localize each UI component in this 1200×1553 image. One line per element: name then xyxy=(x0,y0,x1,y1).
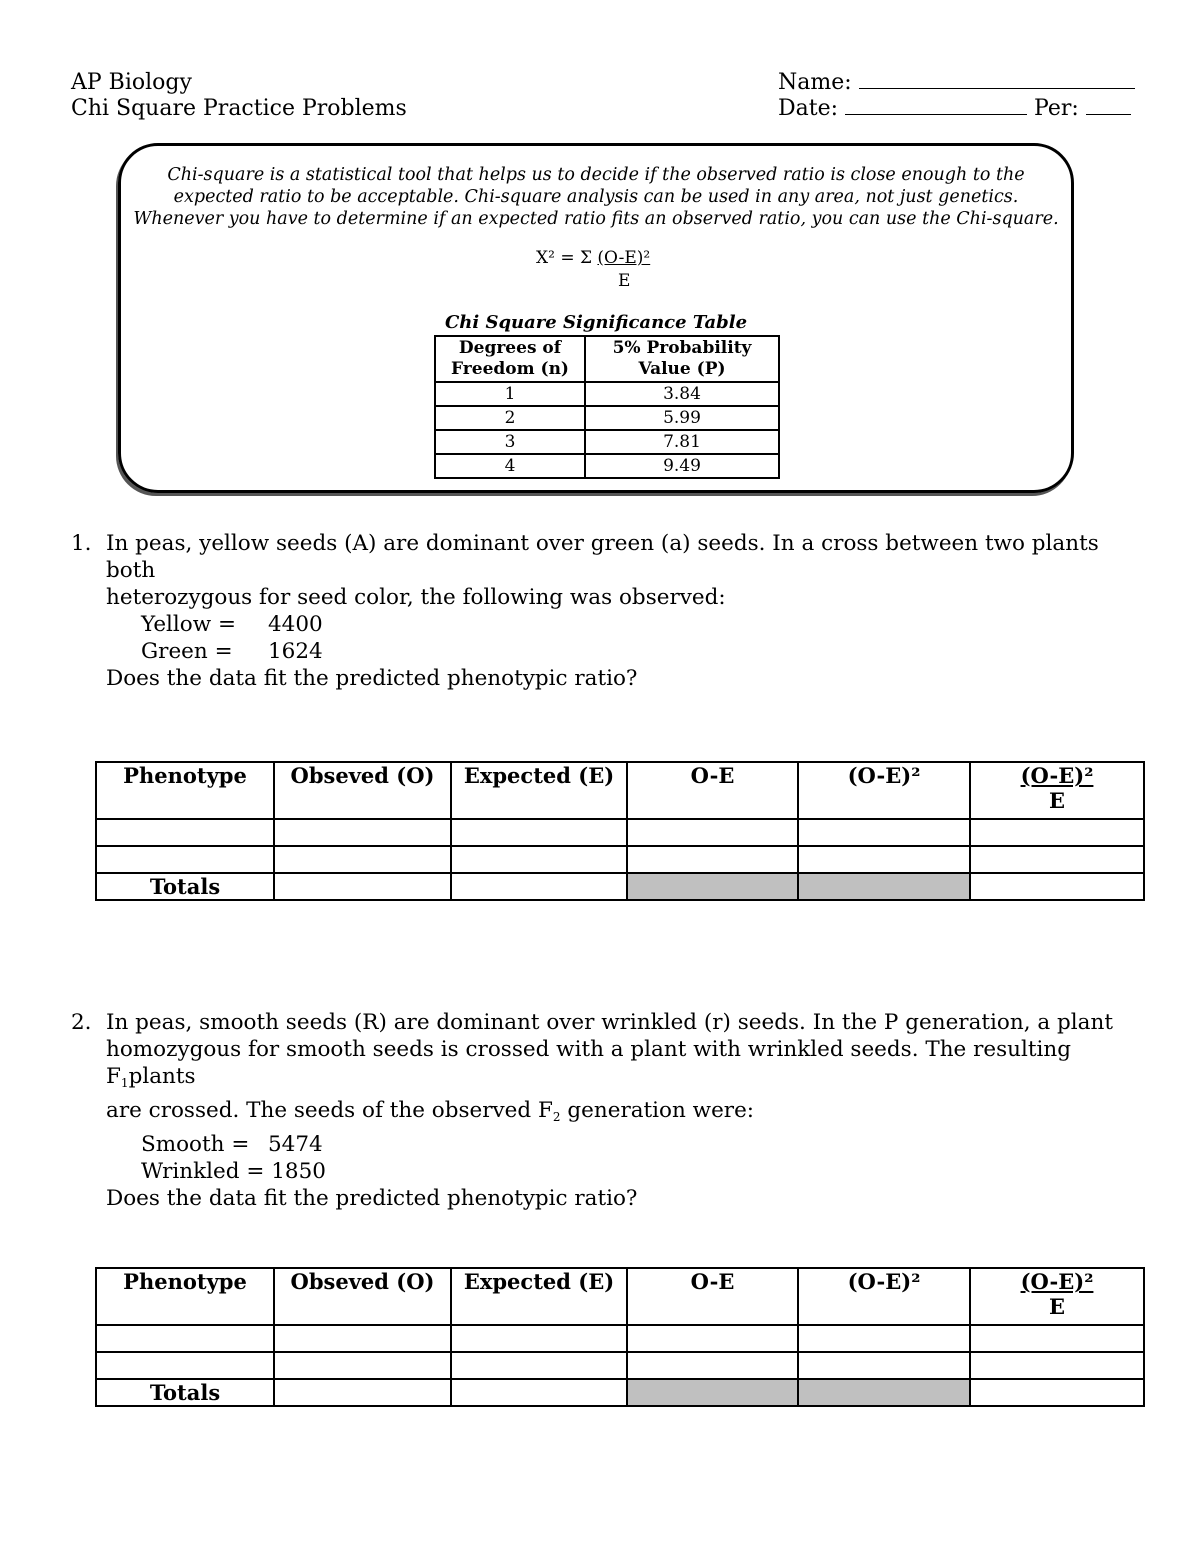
name-field[interactable] xyxy=(859,70,1135,89)
subscript: 1 xyxy=(120,1076,129,1090)
header-expected: Expected (E) xyxy=(451,762,627,819)
question-text xyxy=(106,1097,1146,1131)
answer-cell[interactable] xyxy=(970,1352,1144,1379)
shaded-cell xyxy=(627,873,798,900)
question-body xyxy=(106,1009,1146,1212)
intro-text xyxy=(121,164,1071,230)
totals-label: Totals xyxy=(96,873,274,900)
data-label: Green = xyxy=(141,639,233,664)
text-segment: plants xyxy=(128,1064,196,1089)
table-row xyxy=(96,1325,1144,1352)
header-o-minus-e-squared: (O-E)² xyxy=(798,762,970,819)
data-label: Smooth = xyxy=(141,1132,250,1157)
table-row xyxy=(435,454,779,478)
header-line: Value (P) xyxy=(638,359,726,379)
chi-square-work-table-1 xyxy=(95,761,1145,901)
formula-numerator: (O-E)² xyxy=(597,248,651,268)
chi-square-formula xyxy=(536,248,650,268)
table-row xyxy=(435,430,779,454)
answer-cell[interactable] xyxy=(274,846,451,873)
answer-cell[interactable] xyxy=(627,819,798,846)
date-field[interactable] xyxy=(845,96,1027,115)
header-chi-term-numerator: (O-E)² xyxy=(1020,1269,1094,1294)
totals-label: Totals xyxy=(96,1379,274,1406)
header-chi-term-numerator: (O-E)² xyxy=(1020,763,1094,788)
shaded-cell xyxy=(798,1379,970,1406)
formula-denominator: E xyxy=(618,271,631,291)
answer-cell[interactable] xyxy=(274,819,451,846)
answer-cell[interactable] xyxy=(970,1325,1144,1352)
df-cell: 2 xyxy=(435,406,585,430)
answer-cell[interactable] xyxy=(96,1325,274,1352)
table-row xyxy=(96,819,1144,846)
question-body xyxy=(106,530,1146,692)
answer-cell[interactable] xyxy=(451,1379,627,1406)
data-label: Yellow = xyxy=(141,612,236,637)
answer-cell[interactable] xyxy=(451,819,627,846)
header-chi-term xyxy=(970,1268,1144,1325)
header-o-minus-e: O-E xyxy=(627,1268,798,1325)
answer-cell[interactable] xyxy=(451,846,627,873)
question-text: In peas, yellow seeds (A) are dominant over green (a) seeds. In a cross between two plants both xyxy=(106,531,1099,583)
intro-line: expected ratio to be acceptable. Chi-square analysis can be used in any area, not just genetics. xyxy=(173,187,1019,207)
header-phenotype: Phenotype xyxy=(96,1268,274,1325)
intro-line: Chi-square is a statistical tool that helps us to decide if the observed ratio is close enough to the xyxy=(167,165,1025,185)
text-segment: are crossed. The seeds of the observed F xyxy=(106,1098,553,1123)
chi-square-info-box xyxy=(118,143,1074,493)
text-segment: homozygous for smooth seeds is crossed with a plant with wrinkled seeds. The resulting F xyxy=(106,1037,1072,1089)
header-observed: Obseved (O) xyxy=(274,1268,451,1325)
data-value: 4400 xyxy=(268,612,323,637)
observed-data-row xyxy=(106,1158,1146,1185)
header-probability-value xyxy=(585,336,779,382)
df-cell: 4 xyxy=(435,454,585,478)
table-row xyxy=(96,1352,1144,1379)
answer-cell[interactable] xyxy=(798,1325,970,1352)
question-prompt: Does the data fit the predicted phenotypic ratio? xyxy=(106,666,638,691)
period-field[interactable] xyxy=(1086,96,1131,115)
df-cell: 1 xyxy=(435,382,585,406)
header-right xyxy=(778,70,1135,122)
totals-row xyxy=(96,873,1144,900)
answer-cell[interactable] xyxy=(970,846,1144,873)
answer-cell[interactable] xyxy=(627,846,798,873)
answer-cell[interactable] xyxy=(798,819,970,846)
significance-table xyxy=(434,335,780,479)
answer-cell[interactable] xyxy=(970,819,1144,846)
question-prompt: Does the data fit the predicted phenotypic ratio? xyxy=(106,1186,638,1211)
answer-cell[interactable] xyxy=(96,1352,274,1379)
chi-square-work-table-2 xyxy=(95,1267,1145,1407)
header-chi-term-denominator: E xyxy=(1048,1294,1065,1319)
header-degrees-of-freedom xyxy=(435,336,585,382)
answer-cell[interactable] xyxy=(451,1352,627,1379)
answer-cell[interactable] xyxy=(798,846,970,873)
question-number: 1. xyxy=(71,531,92,556)
table-row xyxy=(96,846,1144,873)
p-value-cell: 5.99 xyxy=(585,406,779,430)
chi-square-total-cell[interactable] xyxy=(970,1379,1144,1406)
answer-cell[interactable] xyxy=(798,1352,970,1379)
name-label: Name: xyxy=(778,70,852,95)
course-name: AP Biology xyxy=(71,70,192,95)
data-value: 1624 xyxy=(268,639,323,664)
p-value-cell: 9.49 xyxy=(585,454,779,478)
question-text xyxy=(106,1036,1146,1097)
header-chi-term-denominator: E xyxy=(1048,788,1065,813)
header-line: Freedom (n) xyxy=(451,359,569,379)
answer-cell[interactable] xyxy=(627,1325,798,1352)
header-phenotype: Phenotype xyxy=(96,762,274,819)
p-value-cell: 7.81 xyxy=(585,430,779,454)
header-chi-term xyxy=(970,762,1144,819)
formula-lhs: X² = Σ xyxy=(536,248,592,268)
header-o-minus-e: O-E xyxy=(627,762,798,819)
header-o-minus-e-squared: (O-E)² xyxy=(798,1268,970,1325)
header-line: 5% Probability xyxy=(612,338,752,358)
answer-cell[interactable] xyxy=(274,1379,451,1406)
header-observed: Obseved (O) xyxy=(274,762,451,819)
date-label: Date: xyxy=(778,96,839,121)
header-line: Degrees of xyxy=(458,338,562,358)
question-text: In peas, smooth seeds (R) are dominant over wrinkled (r) seeds. In the P generation, a plant xyxy=(106,1010,1113,1035)
answer-cell[interactable] xyxy=(451,873,627,900)
observed-data-row xyxy=(106,611,1146,638)
observed-data-row xyxy=(106,638,1146,665)
question-text: heterozygous for seed color, the following was observed: xyxy=(106,585,726,610)
data-value: 5474 xyxy=(268,1132,323,1157)
answer-cell[interactable] xyxy=(274,1352,451,1379)
shaded-cell xyxy=(798,873,970,900)
table-row xyxy=(435,382,779,406)
text-segment: generation were: xyxy=(560,1098,755,1123)
data-label: Wrinkled = xyxy=(141,1159,265,1184)
chi-square-total-cell[interactable] xyxy=(970,873,1144,900)
answer-cell[interactable] xyxy=(274,1325,451,1352)
period-label: Per: xyxy=(1034,96,1079,121)
header-left xyxy=(71,70,407,122)
data-value: 1850 xyxy=(271,1159,326,1184)
question-number: 2. xyxy=(71,1010,92,1035)
totals-row xyxy=(96,1379,1144,1406)
worksheet-title: Chi Square Practice Problems xyxy=(71,96,407,121)
table-row xyxy=(435,406,779,430)
significance-table-title: Chi Square Significance Table xyxy=(444,312,748,333)
intro-line: Whenever you have to determine if an expected ratio fits an observed ratio, you can use the Chi-square. xyxy=(133,209,1059,229)
answer-cell[interactable] xyxy=(627,1352,798,1379)
answer-cell[interactable] xyxy=(274,873,451,900)
answer-cell[interactable] xyxy=(96,819,274,846)
df-cell: 3 xyxy=(435,430,585,454)
answer-cell[interactable] xyxy=(96,846,274,873)
header-expected: Expected (E) xyxy=(451,1268,627,1325)
observed-data-row xyxy=(106,1131,1146,1158)
shaded-cell xyxy=(627,1379,798,1406)
answer-cell[interactable] xyxy=(451,1325,627,1352)
subscript: 2 xyxy=(552,1110,561,1124)
p-value-cell: 3.84 xyxy=(585,382,779,406)
